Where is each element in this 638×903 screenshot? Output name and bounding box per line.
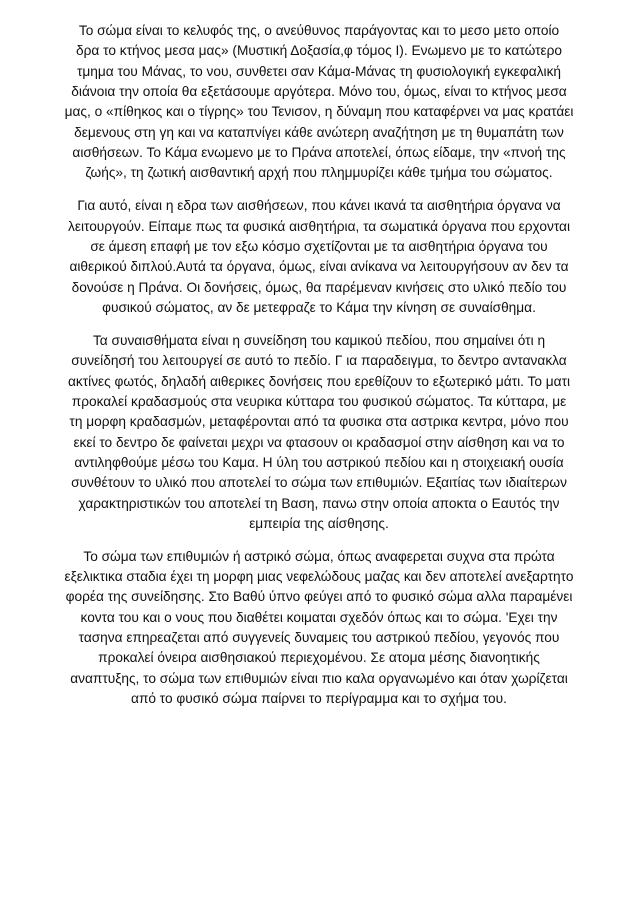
text-line: αιθερικού διπλού.Αυτά τα όργανα, όμως, είναι ανίκανα να λειτουργήσουν αν δεν τα (69, 259, 569, 275)
text-line: ακτίνες φωτός, δηλαδή αιθερικες δονήσεις που ερεθίζουν το εξωτερικό μάτι. Το ματι (67, 373, 571, 389)
text-line: από το φυσικό σώμα παίρνει το περίγραμμα και το σχήμα του. (131, 691, 507, 707)
text-line: τμημα του Μάνας, το νου, συνθετει σαν Κάμα-Μάνας τη φυσιολογική εγκεφαλική (76, 63, 562, 79)
text-line: εκεί το δεντρο δε φαίνεται μεχρι να φτασουν οι κραδασμοί στην αίσθηση και να το (73, 434, 565, 450)
text-line: δρα το κτήνος μεσα μας» (Μυστική Δοξασία,φ τόμος Ι). Ενωμενο με το κατώτερο (76, 43, 562, 59)
text-line: κοντα του και ο νους που διαθέτει κοιμαται σχεδόν όπως και το σώμα. 'Εχει την (80, 609, 558, 625)
document-page (24, 21, 614, 722)
text-line: χαρακτηριστικών του αποτελεί τη Βαση, πανω στην οποία αποκτα ο Εαυτός την (78, 495, 560, 511)
text-line: λειτουργούν. Είπαμε πως τα φυσικά αισθητήρια, τα σωματικά όργανα που ερχονται (68, 218, 570, 234)
paragraph-1 (24, 21, 614, 184)
paragraph-2 (24, 196, 614, 318)
text-line: διάνοια την οποία θα εξετάσουμε αργότερα. Μόνο του, όμως, είναι το κτήνος μεσα (71, 84, 567, 100)
text-line: δονούσε η Πράνα. Οι δονήσεις, όμως, θα παρέμεναν κινήσεις στο υλικό πεδίο του (71, 279, 567, 295)
text-line: εξελικτικα σταδια έχει τη μορφη μιας νεφελώδους μαζας και δεν αποτελεί ανεξαρτητο (64, 569, 574, 585)
text-line: αντιληφθούμε μέσω του Καμα. Η ύλη του αστρικού πεδίου και η στοιχειακή ουσία (74, 454, 564, 470)
paragraph-3 (24, 331, 614, 534)
text-line: φορέα της συνείδησης. Στο Βαθύ ύπνο φεύγει από το φυσικό σώμα αλλα παραμένει (65, 589, 573, 605)
text-line: τη μορφη κραδασμών, μεταφέρονται από τα φυσικα στα αστρικα κεντρα, μόνο που (69, 414, 569, 430)
text-line: Το σώμα είναι το κελυφός της, ο ανεύθυνος παράγοντας και το μεσο μετο οποίο (78, 23, 560, 38)
text-line: εμπειρία της αίσθησης. (249, 515, 389, 531)
text-line: Για αυτό, είναι η εδρα των αισθήσεων, που κάνει ικανά τα αισθητήρια όργανα να (77, 198, 561, 214)
text-line: μας, ο «πίθηκος και ο τίγρης» του Τενισον, η δύναμη που καταφέρνει να μας κρατάει (64, 104, 574, 120)
text-line: συνθέτουν το υλικό που αποτελεί το σώμα των επιθυμιών. Εξαιτίας των ιδιαίτερων (71, 475, 567, 491)
paragraph-4 (24, 547, 614, 710)
text-line: προκαλεί όνειρα αισθησιακού περιεχομένου. Σε ατομα μέσης διανοητικής (98, 650, 540, 666)
text-line: Το σώμα των επιθυμιών ή αστρικό σώμα, όπως αναφερεται συχνα στα πρώτα (83, 548, 555, 564)
text-line: συνείδησή του λειτουργεί σε αυτό το πεδίο. Γ ια παραδειγμα, το δεντρο αντανακλα (71, 353, 567, 369)
text-line: αισθήσεων. Το Κάμα ενωμενο με το Πράνα αποτελεί, όπως είδαμε, την «πνοή της (72, 145, 566, 161)
text-line: φυσικού σώματος, αν δε μετεφραζε το Κάμα την κίνηση σε συναίσθημα. (102, 299, 536, 315)
text-line: ζωής», τη ζωτική αισθαντική αρχή που πλημμυρίζει κάθε τμήμα του σώματος. (85, 165, 553, 181)
text-line: σε άμεση επαφή με τον εξω κόσμο σχετίζονται με τα αισθητήρια όργανα του (90, 238, 548, 254)
text-line: προκαλεί κραδασμούς στα νευρικα κύτταρα του φυσικού σώματος. Τα κύτταρα, με (71, 393, 567, 409)
text-line: Τα συναισθήματα είναι η συνείδηση του καμικού πεδίου, που σημαίνει ότι η (92, 332, 546, 348)
text-line: τασηνα επηρεαζεται από συγγενείς δυναμεις του αστρικού πεδίου, γεγονός που (78, 630, 560, 646)
text-line: δεμενους στη γη και να καταπνίγει κάθε ανώτερη αναζήτηση με τη θυμαπάτη των (74, 124, 564, 140)
text-line: αναπτυξης, το σώμα των επιθυμιών είναι πιο καλα οργανωμένο και όταν χωρίζεται (70, 670, 568, 686)
